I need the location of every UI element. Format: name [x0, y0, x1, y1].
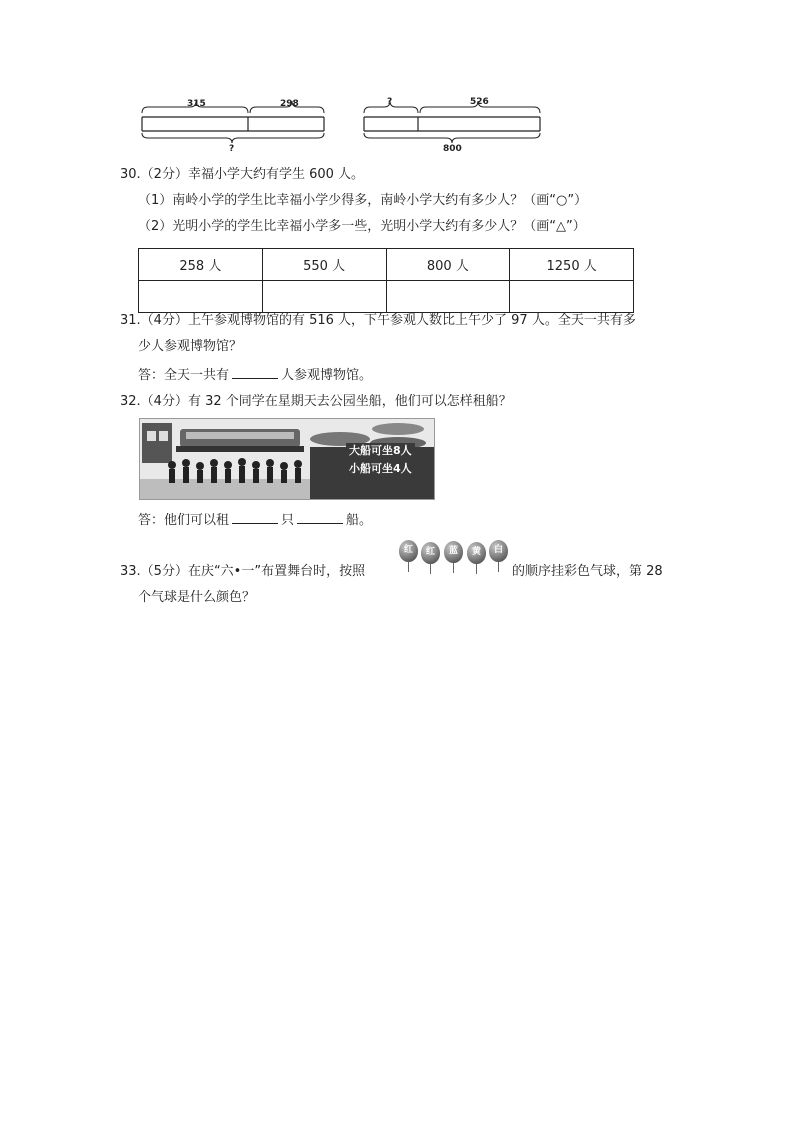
q33-stem-part1: 33.（5分）在庆“六•一”布置舞台时，按照 — [120, 564, 366, 579]
small-boat-capacity: 小船可坐4人 — [346, 461, 415, 476]
q31-answer-suffix: 人参观博物馆。 — [281, 368, 373, 383]
right-top-a-label: ? — [387, 97, 393, 107]
big-boat-capacity: 大船可坐8人 — [346, 443, 415, 458]
q32-answer-blank-2[interactable] — [297, 511, 343, 524]
answer-cell[interactable] — [386, 281, 510, 313]
option-cell: 1250 人 — [510, 249, 634, 281]
q32-answer-prefix: 答：他们可以租 — [138, 513, 230, 528]
options-answer-row[interactable] — [139, 281, 634, 313]
bar-diagram-left-svg — [138, 95, 338, 155]
balloon-red-icon: 红 — [421, 542, 440, 564]
balloon-white-icon: 白 — [489, 540, 508, 562]
balloon-red-icon: 红 — [399, 540, 418, 562]
boat-scene-svg — [140, 419, 434, 499]
answer-cell[interactable] — [139, 281, 263, 313]
option-cell: 550 人 — [262, 249, 386, 281]
left-bottom-label: ? — [229, 144, 235, 154]
q32-answer-blank-1[interactable] — [232, 511, 278, 524]
option-cell: 800 人 — [386, 249, 510, 281]
q32-answer-mid: 只 — [281, 513, 295, 528]
q33-stem-part2: 的顺序挂彩色气球，第 28 — [512, 564, 663, 579]
q31-answer-blank[interactable] — [232, 366, 278, 379]
q31-stem-line1: 31.（4分）上午参观博物馆的有 516 人，下午参观人数比上午少了 97 人。全天一共有多 — [120, 313, 636, 328]
q32-stem: 32.（4分）有 32 个同学在星期天去公园坐船，他们可以怎样租船？ — [120, 394, 512, 409]
q30-sub1: （1）南岭小学的学生比幸福小学少得多，南岭小学大约有多少人？（画“○”） — [138, 193, 588, 208]
balloon-blue-icon: 蓝 — [444, 541, 463, 563]
answer-cell[interactable] — [262, 281, 386, 313]
option-cell: 258 人 — [139, 249, 263, 281]
q31-answer — [138, 366, 372, 385]
left-top-b-label: 298 — [280, 99, 299, 109]
right-top-b-label: 526 — [470, 97, 489, 107]
q33-stem-line2: 个气球是什么颜色？ — [138, 590, 256, 605]
left-top-a-label: 315 — [187, 99, 206, 109]
right-bottom-label: 800 — [443, 144, 462, 154]
q30-options-table — [138, 248, 634, 313]
q30-sub2: （2）光明小学的学生比幸福小学多一些，光明小学大约有多少人？（画“△”） — [138, 219, 586, 234]
q32-answer — [138, 511, 372, 530]
q32-answer-suffix: 船。 — [346, 513, 373, 528]
options-label-row — [139, 249, 634, 281]
q30-stem: 30.（2分）幸福小学大约有学生 600 人。 — [120, 167, 365, 182]
q31-stem-line2: 少人参观博物馆？ — [138, 339, 243, 354]
boat-illustration — [139, 418, 435, 500]
answer-cell[interactable] — [510, 281, 634, 313]
q31-answer-prefix: 答：全天一共有 — [138, 368, 230, 383]
balloon-yellow-icon: 黄 — [467, 542, 486, 564]
